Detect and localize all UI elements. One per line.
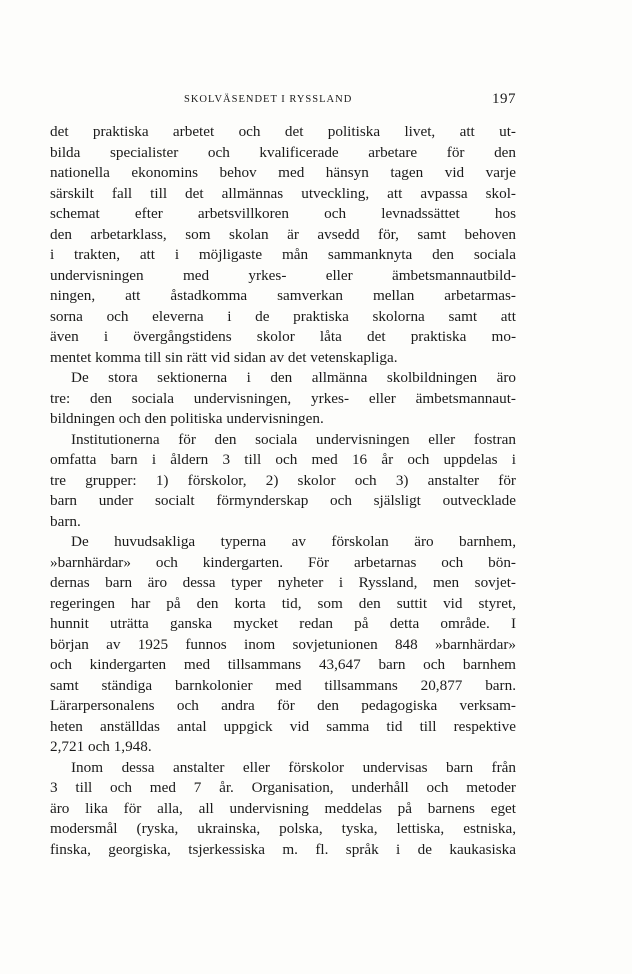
text-line: det praktiska arbetet och det politiska livet, att ut- (50, 123, 516, 140)
text-line: heten anställdas antal uppgick vid samma tid till respektive (50, 717, 516, 735)
text-line: mentet komma till sin rätt vid sidan av det vetenskapliga. (50, 348, 398, 366)
text-line: Institutionerna för den sociala undervisningen eller fostran (71, 430, 516, 448)
text-line: sorna och eleverna i de praktiska skolorna samt att (50, 307, 516, 325)
text-line: finska, georgiska, tsjerkessiska m. fl. språk i de kaukasiska (50, 840, 516, 858)
text-line: barn under socialt förmynderskap och själsligt outvecklade (50, 492, 516, 509)
page-number: 197 (492, 91, 516, 107)
text-line: barn. (50, 512, 81, 530)
text-line: samt ständiga barnkolonier med tillsammans 20,877 barn. (50, 676, 516, 694)
text-line: tre grupper: 1) förskolor, 2) skolor och 3) anstalter för (50, 471, 516, 489)
text-line: »barnhärdar» och kindergarten. För arbetarnas och bön- (50, 553, 516, 571)
text-line: i trakten, att i möjligaste mån sammanknyta den sociala (50, 246, 516, 263)
text-line: bildningen och den politiska undervisningen. (50, 410, 324, 427)
text-line: bilda specialister och kvalificerade arbetare för den (50, 143, 516, 161)
text-line: regeringen har på den korta tid, som den suttit vid styret, (50, 594, 516, 612)
body-text (50, 122, 516, 860)
text-line: omfatta barn i åldern 3 till och med 16 år och uppdelas i (50, 451, 516, 468)
text-line: nationella ekonomins behov med hänsyn tagen vid varje (50, 164, 516, 181)
text-line: Lärarpersonalens och andra för den pedagogiska verksam- (50, 697, 516, 714)
text-line: 2,721 och 1,948. (50, 738, 152, 755)
text-line: särskilt fall till det allmännas utveckling, att avpassa skol- (50, 184, 516, 202)
text-line: undervisningen med yrkes- eller ämbetsmannautbild- (50, 266, 516, 284)
text-line: ningen, att åstadkomma samverkan mellan arbetarmas- (50, 287, 516, 304)
running-header (50, 91, 516, 110)
text-line: och kindergarten med tillsammans 43,647 barn och barnhem (50, 656, 516, 673)
running-title: SKOLVÄSENDET I RYSSLAND (184, 94, 353, 105)
text-line: den arbetarklass, som skolan är avsedd för, samt behoven (50, 225, 516, 243)
text-line: tre: den sociala undervisningen, yrkes- eller ämbetsmannaut- (50, 389, 516, 407)
text-line: äro lika för alla, all undervisning meddelas på barnens eget (50, 799, 516, 817)
text-line: Inom dessa anstalter eller förskolor undervisas barn från (71, 758, 516, 776)
text-line: schemat efter arbetsvillkoren och levnadssättet hos (50, 205, 516, 222)
text-line: början av 1925 funnos inom sovjetunionen 848 »barnhärdar» (50, 635, 516, 653)
text-line: hunnit uträtta ganska mycket redan på detta område. I (50, 615, 516, 632)
text-line: dernas barn äro dessa typer nyheter i Ryssland, men sovjet- (50, 574, 516, 591)
text-line: modersmål (ryska, ukrainska, polska, tyska, lettiska, estniska, (50, 820, 516, 837)
text-line: 3 till och med 7 år. Organisation, underhåll och metoder (50, 779, 516, 796)
text-line: De stora sektionerna i den allmänna skolbildningen äro (71, 369, 516, 386)
text-line: även i övergångstidens skolor låta det praktiska mo- (50, 328, 516, 345)
text-line: De huvudsakliga typerna av förskolan äro barnhem, (71, 533, 516, 550)
